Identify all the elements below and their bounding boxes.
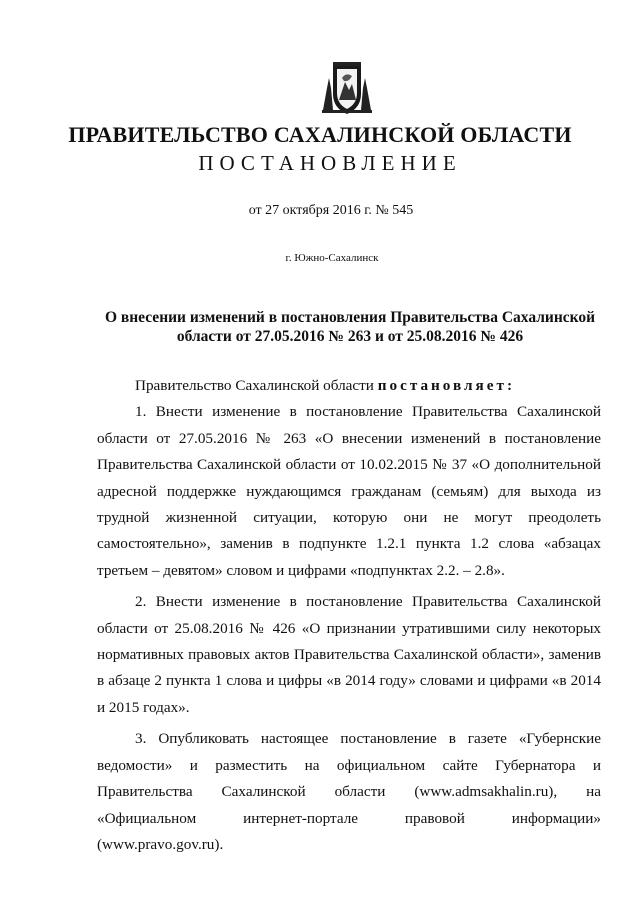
subject-line-1: О внесении изменений в постановления Правительства Сахалинской — [104, 309, 596, 326]
paragraph-item-3: 3. Опубликовать настоящее постановление в газете «Губернские ведомости» и разместить на официальном сайте Губернатора и Правительства Сахалинской области (www.admsakhalin.ru), на «Официальном интернет-портале правовой информации» (www.pravo.gov.ru). — [97, 730, 601, 853]
sakhalin-coat-of-arms-icon — [318, 60, 376, 116]
document-type: ПОСТАНОВЛЕНИЕ — [198, 151, 462, 175]
document-subject — [100, 308, 600, 346]
decree-word: постановляет: — [377, 377, 516, 394]
document-city: г. Южно-Сахалинск — [285, 252, 379, 264]
subject-line-2: области от 27.05.2016 № 263 и от 25.08.2016 № 426 — [176, 328, 524, 345]
document-date-number: от 27 октября 2016 г. № 545 — [248, 203, 414, 218]
preamble-text: Правительство Сахалинской области — [135, 377, 378, 394]
government-title: ПРАВИТЕЛЬСТВО САХАЛИНСКОЙ ОБЛАСТИ — [68, 122, 572, 147]
document-body — [97, 373, 601, 858]
preamble — [97, 373, 601, 399]
paragraph-item-2: 2. Внести изменение в постановление Правительства Сахалинской области от 25.08.2016 № 426 «О признании утратившими силу некоторых нормативных правовых актов Правительства Сахалинской области», заменив в абзаце 2 пункта 1 слова и цифры «в 2014 году» словами и цифрами «в 2014 и 2015 годах». — [97, 593, 601, 716]
paragraph-item-1: 1. Внести изменение в постановление Правительства Сахалинской области от 27.05.2016 № 263 «О внесении изменений в постановление Правительства Сахалинской области от 10.02.2015 № 37 «О дополнительной адресной поддержке нуждающимся гражданам (семьям) для выхода из трудной жизненной ситуации, которую они не могут преодолеть самостоятельно», заменив в подпункте 1.2.1 пункта 1.2 слова «абзацах третьем – девятом» словом и цифрами «подпунктах 2.2. – 2.8». — [97, 403, 601, 579]
